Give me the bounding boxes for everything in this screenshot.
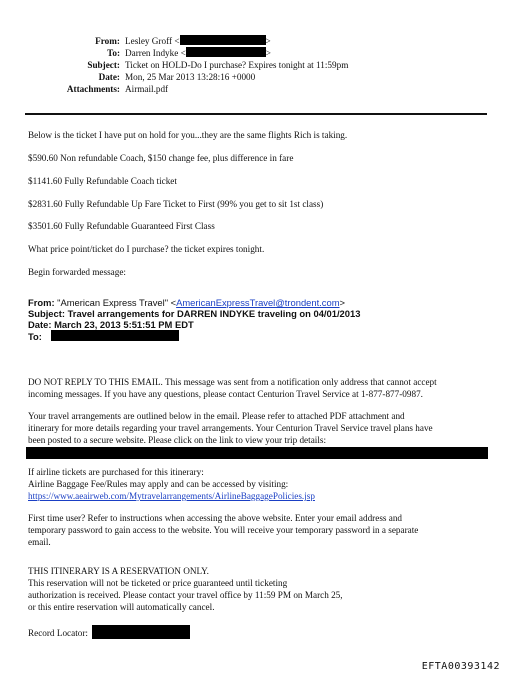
arrangements-line-2: itinerary for more details regarding your travel arrangements. Your Centurion Travel Service travel plans have [28, 423, 433, 433]
fwd-subject-value: Travel arrangements for DARREN INDYKE traveling on 04/01/2013 [67, 308, 361, 319]
baggage-policy-link[interactable]: https://www.aeairweb.com/Mytravelarrangements/AirlineBaggagePolicies.jsp [28, 491, 315, 501]
forwarded-to-row [28, 330, 498, 342]
fwd-date-label: Date: [28, 319, 52, 330]
date-value: Mon, 25 Mar 2013 13:28:16 +0000 [125, 72, 256, 82]
redacted-block [51, 330, 179, 341]
notice-line-1: DO NOT REPLY TO THIS EMAIL. This message was sent from a notification only address that cannot accept [28, 377, 437, 387]
reservation-line-1: THIS ITINERARY IS A RESERVATION ONLY. [28, 566, 209, 576]
to-label: To: [107, 48, 120, 58]
from-label: From: [95, 36, 120, 46]
forwarded-from-row [28, 297, 498, 308]
forwarded-date-row [28, 319, 498, 330]
arrangements-line-3: been posted to a secure website. Please click on the link to view your trip details: [28, 435, 327, 445]
reservation-line-2: This reservation will not be ticketed or price guaranteed until ticketing [28, 578, 288, 588]
date-label: Date: [98, 72, 120, 82]
fwd-to-label: To: [28, 331, 42, 342]
first-time-line-2: temporary password to gain access to the website. You will receive your temporary password in a separate [28, 525, 419, 535]
forwarded-subject-row [28, 308, 498, 319]
from-name: Lesley Groff < [125, 36, 180, 46]
redacted-block [92, 625, 190, 639]
price-option-4: $3501.60 Fully Refundable Guaranteed First Class [28, 221, 215, 231]
record-locator-row [28, 625, 498, 640]
attachment-link[interactable]: Airmail.pdf [125, 84, 169, 94]
redacted-block [180, 35, 266, 45]
fwd-from-name: "American Express Travel" < [57, 297, 177, 308]
price-option-1: $590.60 Non refundable Coach, $150 change fee, plus difference in fare [28, 153, 294, 163]
fwd-from-close: > [339, 297, 345, 308]
baggage-link-row [28, 491, 498, 503]
first-time-line-3: email. [28, 537, 51, 547]
fwd-date-value: March 23, 2013 5:51:51 PM EDT [54, 319, 194, 330]
subject-value: Ticket on HOLD-Do I purchase? Expires tonight at 11:59pm [125, 60, 349, 70]
notice-line-2: incoming messages. If you have any questions, please contact Centurion Travel Service at 1-877-877-0987. [28, 389, 423, 399]
attachments-label: Attachments: [66, 84, 120, 94]
to-value [125, 47, 271, 59]
to-name: Darren Indyke < [125, 48, 186, 58]
price-option-2: $1141.60 Fully Refundable Coach ticket [28, 176, 177, 186]
subject-label: Subject: [87, 60, 120, 70]
document-id-stamp: EFTA00393142 [421, 661, 500, 672]
fwd-subject-label: Subject: [28, 308, 65, 319]
header-divider [25, 113, 487, 115]
fwd-from-email-link[interactable]: AmericanExpressTravel@trondent.com [176, 297, 340, 308]
reservation-line-4: or this entire reservation will automatically cancel. [28, 602, 215, 612]
price-option-3: $2831.60 Fully Refundable Up Fare Ticket to First (99% you get to sit 1st class) [28, 199, 324, 209]
from-close-bracket: > [265, 36, 271, 46]
begin-forwarded-label: Begin forwarded message: [28, 267, 126, 277]
baggage-line-1: If airline tickets are purchased for this itinerary: [28, 467, 204, 477]
redacted-block [186, 47, 266, 57]
redacted-link-bar [26, 447, 488, 459]
question-text: What price point/ticket do I purchase? the ticket expires tonight. [28, 244, 265, 254]
fwd-from-label: From: [28, 297, 55, 308]
to-close-bracket: > [265, 48, 271, 58]
first-time-line-1: First time user? Refer to instructions when accessing the above website. Enter your email address and [28, 513, 403, 523]
record-locator-label: Record Locator: [28, 628, 88, 638]
from-value [125, 35, 271, 47]
intro-text: Below is the ticket I have put on hold for you...they are the same flights Rich is taking. [28, 130, 348, 140]
arrangements-line-1: Your travel arrangements are outlined below in the email. Please refer to attached PDF attachment and [28, 411, 405, 421]
baggage-line-2: Airline Baggage Fee/Rules may apply and can be accessed by visiting: [28, 479, 289, 489]
reservation-line-3: authorization is received. Please contact your travel office by 11:59 PM on March 25, [28, 590, 343, 600]
